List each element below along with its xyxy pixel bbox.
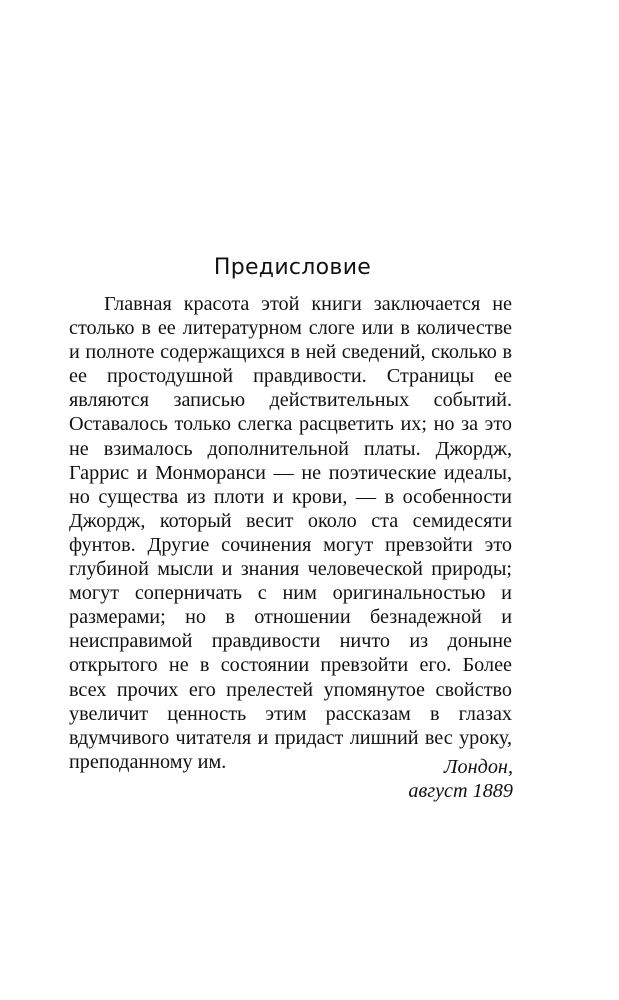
preface-paragraph: Главная красота этой книги заключается не столько в ее литературном слоге или в количестве и полноте содержащихся в ней сведений, сколько в ее простодушной правдивости. Страницы ее являются записью действительных событий. Оставалось только слегка расцветить их; но за это не взималось дополнительной платы. Джордж, Гаррис и Монморанси — не поэтические идеалы, но существа из плоти и крови, — в особенности Джордж, который весит около ста семидесяти фунтов. Другие сочинения могут превзойти это глубиной мысли и знания человеческой природы; могут соперничать с ним оригинальностью и размерами; но в отношении безнадежной и неисправимой правдивости ничто из доныне открытого не в состоянии превзойти его. Более всех прочих его прелестей упомянутое свойство увеличит ценность этим рассказам в глазах вдумчивого читателя и придаст лишний вес уроку, преподанному им. — [69, 293, 512, 773]
signature-date: август 1889 — [408, 780, 513, 803]
signature-block — [300, 755, 513, 803]
signature-place: Лондон, — [443, 756, 513, 778]
page-title: Предисловие — [213, 255, 372, 280]
